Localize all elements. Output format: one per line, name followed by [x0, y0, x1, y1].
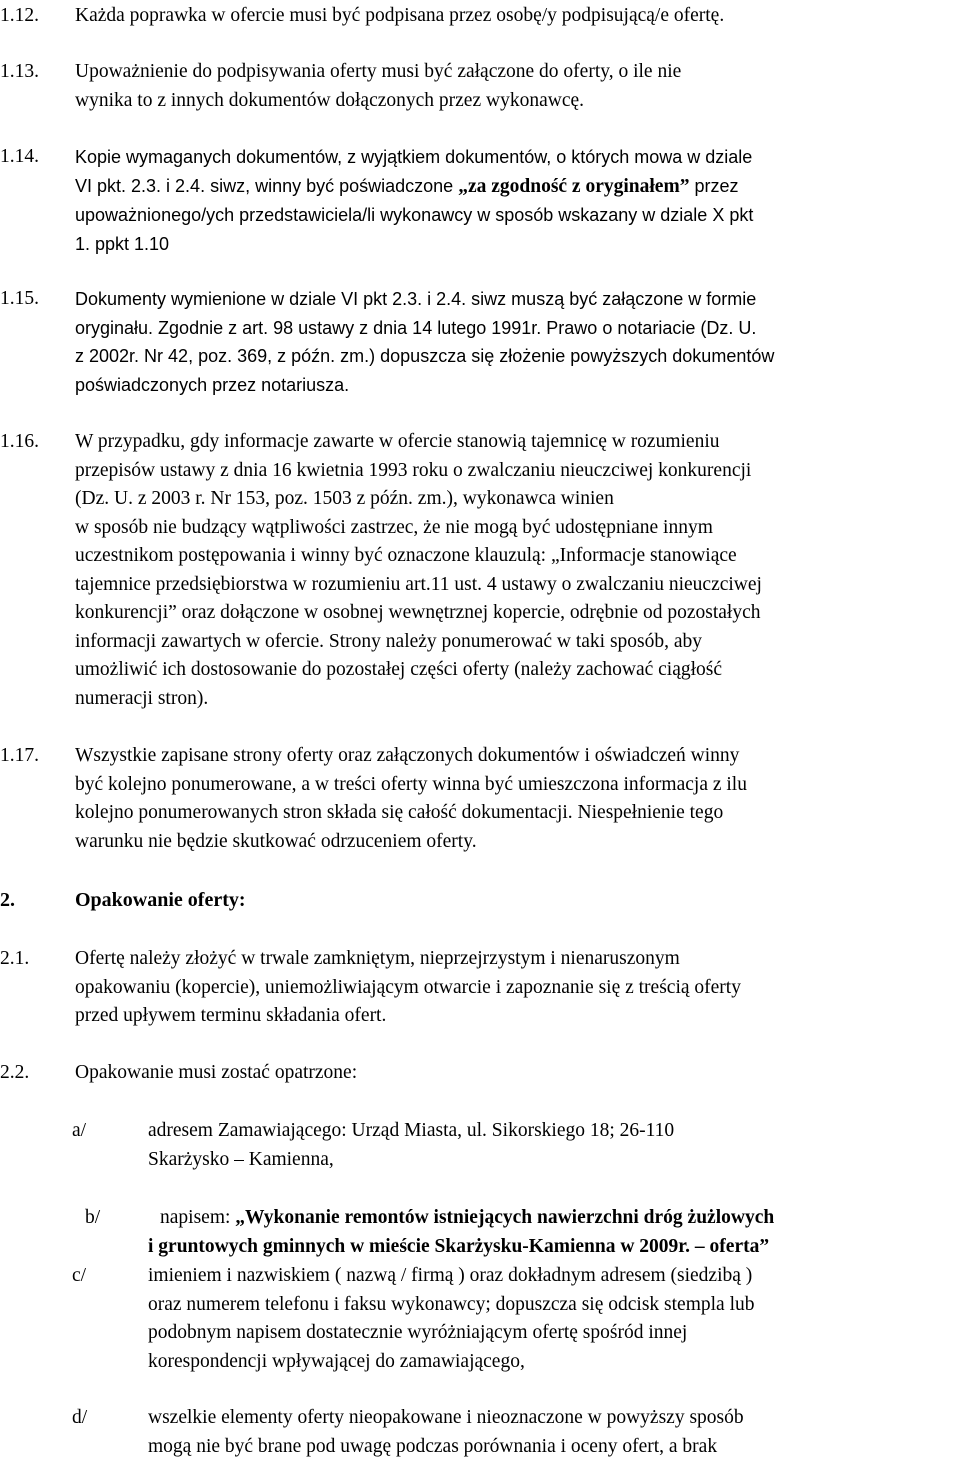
- item-text-line: konkurencji” oraz dołączone w osobnej wewnętrznej kopercie, odrębnie od pozostałych: [75, 599, 955, 628]
- item-text-line: Każda poprawka w ofercie musi być podpisana przez osobę/y podpisującą/e ofertę.: [75, 2, 955, 31]
- item-text-line: opakowaniu (kopercie), uniemożliwiającym otwarcie i zapoznanie się z treścią oferty: [75, 974, 955, 1003]
- item-text-line: kolejno ponumerowanych stron składa się całość dokumentacji. Niespełnienie tego: [75, 799, 955, 828]
- item-text-line: tajemnice przedsiębiorstwa w rozumieniu art.11 ust. 4 ustawy o zwalczaniu nieuczciwej: [75, 571, 955, 600]
- sub-item-letter: b/: [85, 1204, 145, 1233]
- item-text-line: z 2002r. Nr 42, poz. 369, z późn. zm.) dopuszcza się złożenie powyższych dokumentów: [75, 342, 955, 371]
- item-text-line: być kolejno ponumerowane, a w treści oferty winna być umieszczona informacja z ilu: [75, 771, 955, 800]
- sub-item-line: Skarżysko – Kamienna,: [148, 1146, 958, 1175]
- item-text-line: Dokumenty wymienione w dziale VI pkt 2.3. i 2.4. siwz muszą być załączone w formie: [75, 285, 955, 314]
- item-number: 1.15.: [0, 285, 74, 314]
- item-text-line: informacji zawartych w ofercie. Strony należy ponumerować w taki sposób, aby: [75, 628, 955, 657]
- section-number: 2.: [0, 886, 74, 915]
- item-text-line: numeracji stron).: [75, 685, 955, 714]
- bold-phrase: „Wykonanie remontów istniejących nawierzchni dróg żużlowych: [235, 1207, 774, 1228]
- item-text-line: poświadczonych przez notariusza.: [75, 371, 955, 400]
- item-number: 2.2.: [0, 1059, 74, 1088]
- item-text-line: oryginału. Zgodnie z art. 98 ustawy z dnia 14 lutego 1991r. Prawo o notariacie (Dz. U.: [75, 314, 955, 343]
- item-text-line: umożliwić ich dostosowanie do pozostałej części oferty (należy zachować ciągłość: [75, 656, 955, 685]
- sub-item-line: imieniem i nazwiskiem ( nazwą / firmą ) oraz dokładnym adresem (siedzibą ): [148, 1262, 958, 1291]
- sub-item-letter: c/: [72, 1262, 132, 1291]
- item-text-line: warunku nie będzie skutkować odrzuceniem oferty.: [75, 828, 955, 857]
- item-text-line: uczestnikom postępowania i winny być oznaczone klauzulą: „Informacje stanowiące: [75, 542, 955, 571]
- item-text-line: Opakowanie musi zostać opatrzone:: [75, 1059, 955, 1088]
- item-text-line: przepisów ustawy z dnia 16 kwietnia 1993 roku o zwalczaniu nieuczciwej konkurencji: [75, 457, 955, 486]
- sub-item-line: podobnym napisem dostatecznie wyróżniającym ofertę spośród innej: [148, 1319, 958, 1348]
- item-text-line: Kopie wymaganych dokumentów, z wyjątkiem dokumentów, o których mowa w dziale: [75, 143, 955, 172]
- item-number: 1.14.: [0, 143, 74, 172]
- sub-item-letter: d/: [72, 1404, 132, 1433]
- sub-item-line: mogą nie być brane pod uwagę podczas porównania i oceny ofert, a brak: [148, 1433, 958, 1461]
- section-title: Opakowanie oferty:: [75, 886, 955, 915]
- item-number: 1.17.: [0, 742, 74, 771]
- item-text-line: w sposób nie budzący wątpliwości zastrzec, że nie mogą być udostępniane innym: [75, 514, 955, 543]
- item-text-line: upoważnionego/ych przedstawiciela/li wykonawcy w sposób wskazany w dziale X pkt: [75, 201, 955, 230]
- sub-item-line: wszelkie elementy oferty nieopakowane i nieoznaczone w powyższy sposób: [148, 1404, 958, 1433]
- item-number: 1.12.: [0, 2, 74, 31]
- item-number: 2.1.: [0, 945, 74, 974]
- item-text-line: W przypadku, gdy informacje zawarte w ofercie stanowią tajemnicę w rozumieniu: [75, 428, 955, 457]
- item-text-line: Wszystkie zapisane strony oferty oraz załączonych dokumentów i oświadczeń winny: [75, 742, 955, 771]
- item-text-line: VI pkt. 2.3. i 2.4. siwz, winny być poświadczone „za zgodność z oryginałem” przez: [75, 172, 955, 202]
- bold-phrase: „za zgodność z oryginałem”: [458, 176, 689, 197]
- sub-item-line: i gruntowych gminnych w mieście Skarżysku-Kamienna w 2009r. – oferta”: [148, 1233, 958, 1262]
- item-text-line: przed upływem terminu składania ofert.: [75, 1002, 955, 1031]
- item-text-line: wynika to z innych dokumentów dołączonych przez wykonawcę.: [75, 87, 955, 116]
- item-text-line: 1. ppkt 1.10: [75, 230, 955, 259]
- sub-item-line: korespondencji wpływającej do zamawiającego,: [148, 1348, 958, 1377]
- item-text-line: (Dz. U. z 2003 r. Nr 153, poz. 1503 z późn. zm.), wykonawca winien: [75, 485, 955, 514]
- sub-item-line: oraz numerem telefonu i faksu wykonawcy; dopuszcza się odcisk stempla lub: [148, 1291, 958, 1320]
- item-number: 1.16.: [0, 428, 74, 457]
- sub-item-line: adresem Zamawiającego: Urząd Miasta, ul. Sikorskiego 18; 26-110: [148, 1117, 958, 1146]
- item-text-line: Upoważnienie do podpisywania oferty musi być załączone do oferty, o ile nie: [75, 58, 955, 87]
- sub-item-line: napisem: „Wykonanie remontów istniejących nawierzchni dróg żużlowych: [148, 1204, 958, 1233]
- item-text-line: Ofertę należy złożyć w trwale zamkniętym, nieprzejrzystym i nienaruszonym: [75, 945, 955, 974]
- sub-item-letter: a/: [72, 1117, 132, 1146]
- item-number: 1.13.: [0, 58, 74, 87]
